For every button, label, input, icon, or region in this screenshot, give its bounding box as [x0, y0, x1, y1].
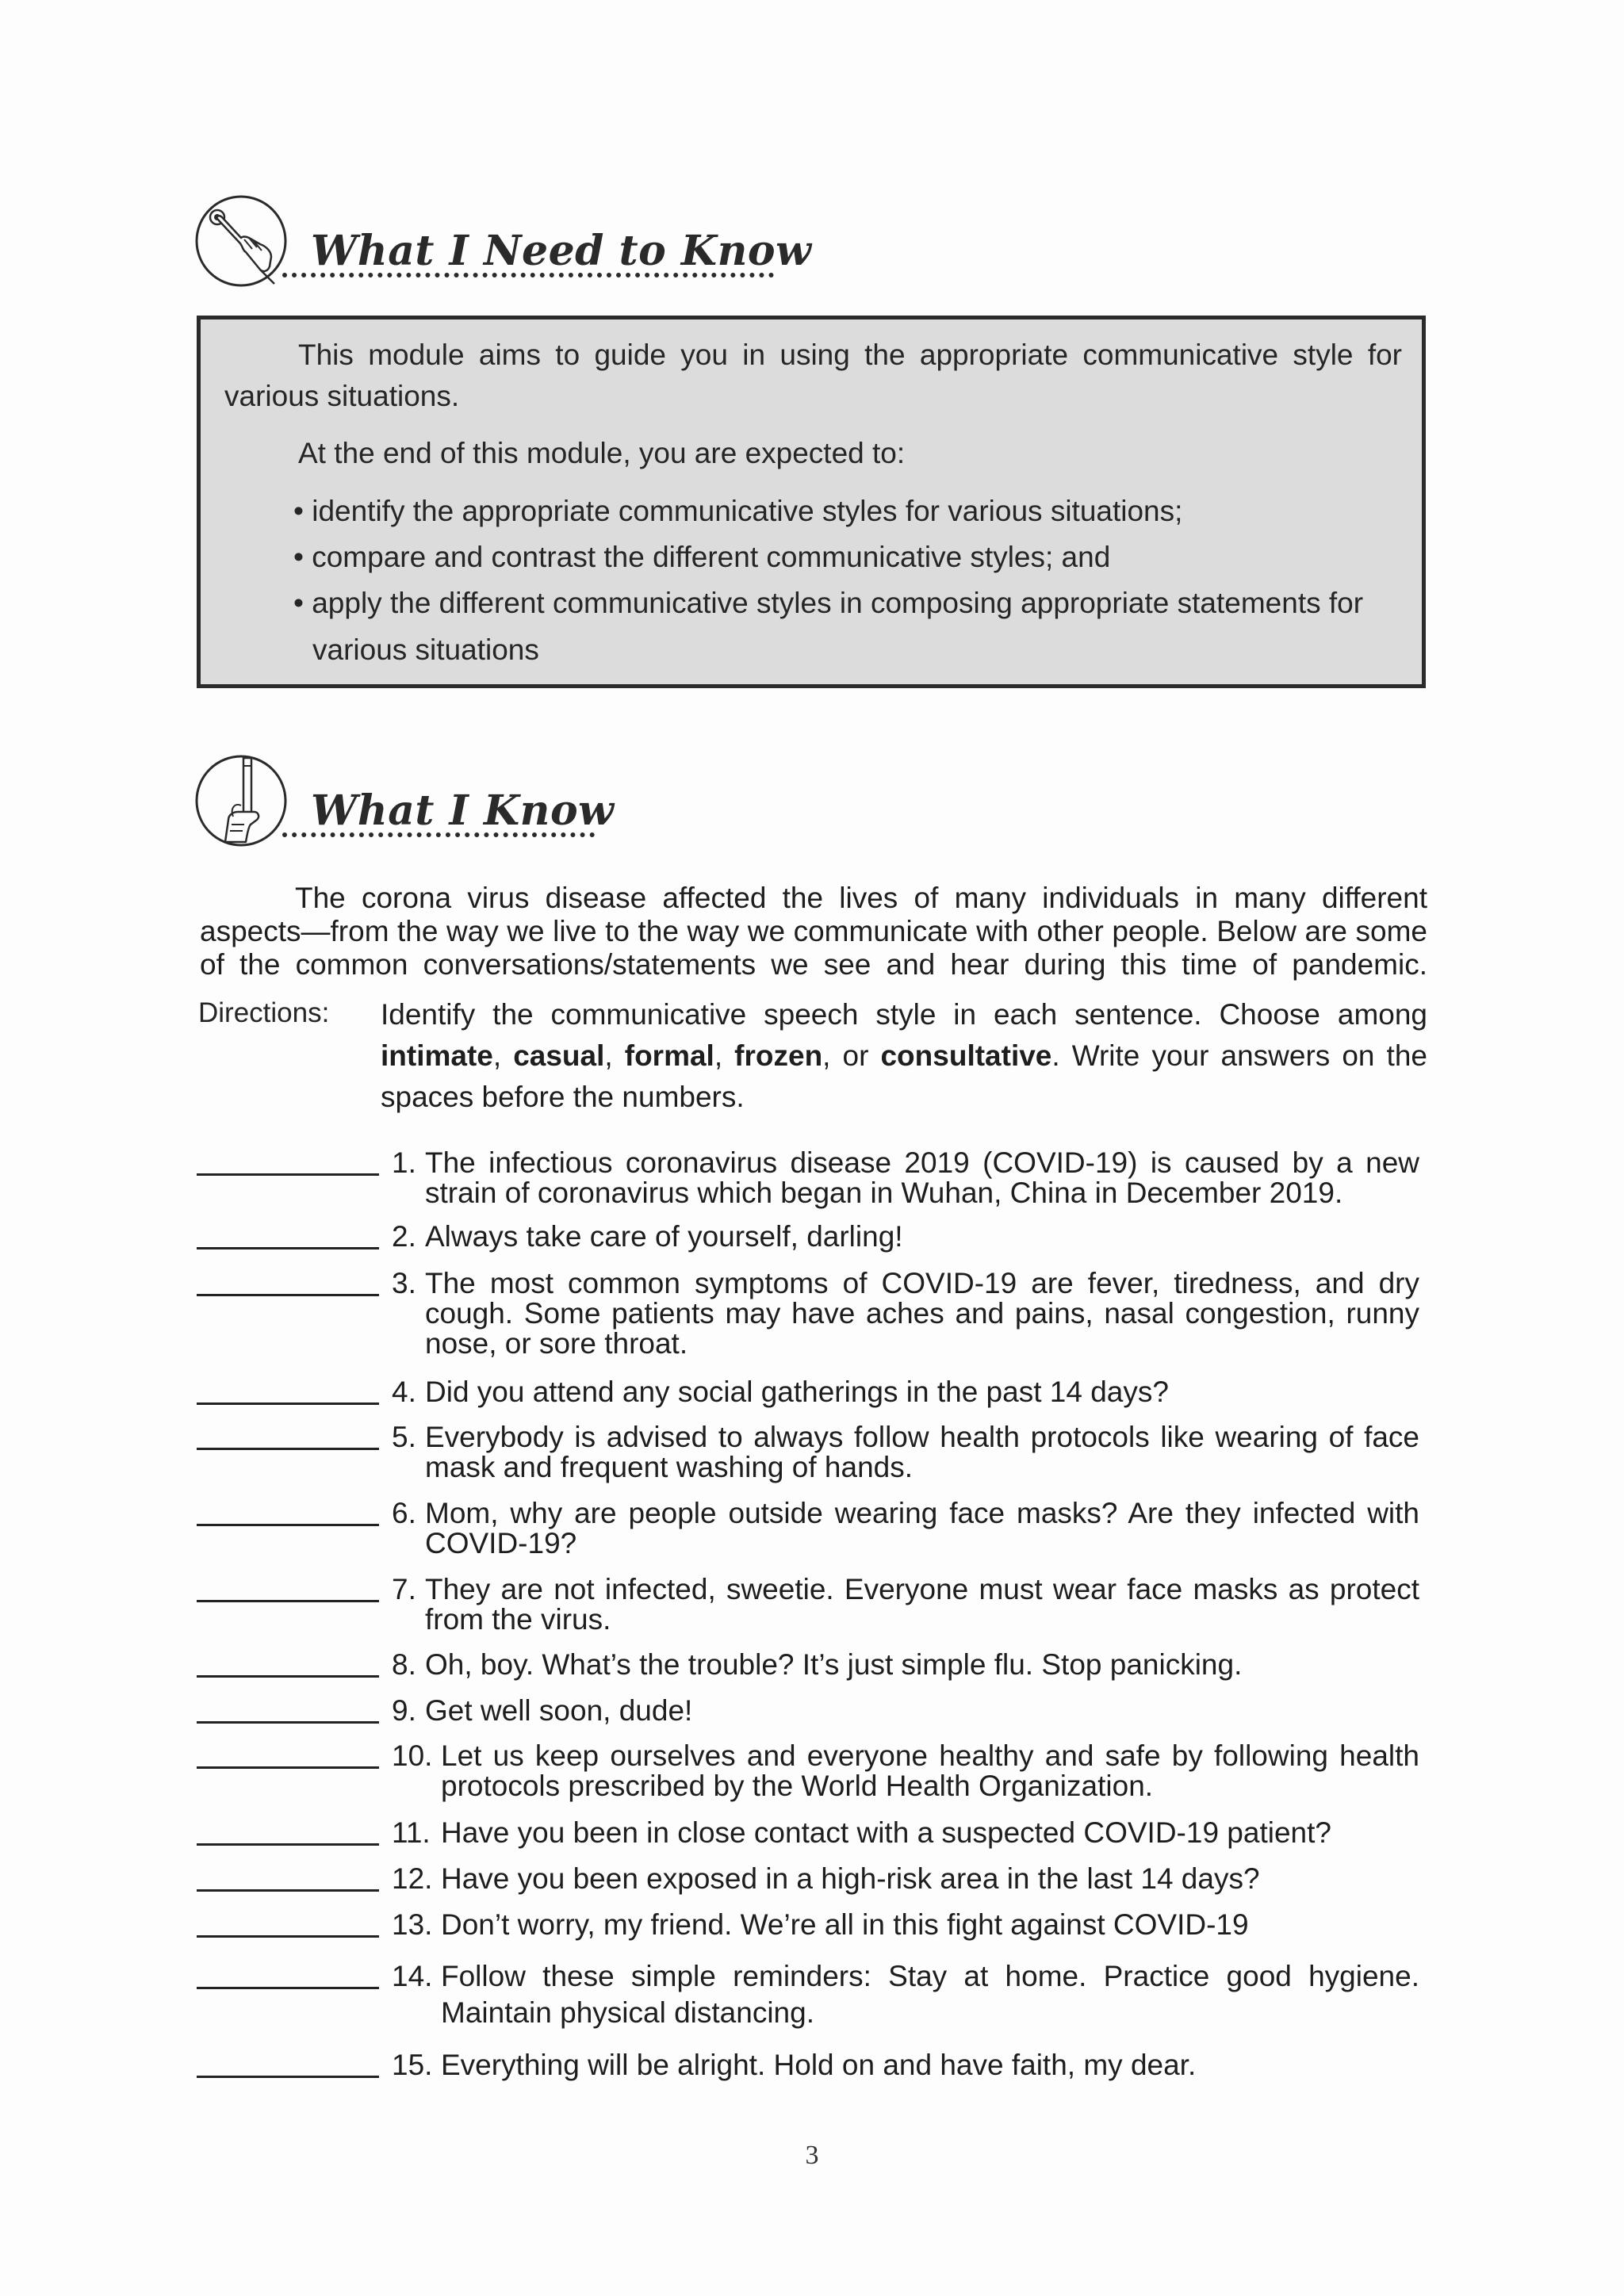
page-number: 3 — [805, 2141, 819, 2170]
question-text-line: Mom, why are people outside wearing face masks? Are they infected with — [425, 1497, 1419, 1529]
answer-blank[interactable] — [197, 1402, 379, 1405]
objectives-expected: At the end of this module, you are expected to: — [298, 437, 906, 469]
style-frozen: frozen — [734, 1039, 823, 1072]
intro-paragraph-line-1: The corona virus disease affected the lives of many individuals in many different — [295, 882, 1427, 914]
answer-blank[interactable] — [197, 1247, 379, 1249]
section-title-what-i-need-to-know: What I Need to Know — [311, 227, 812, 275]
answer-blank[interactable] — [197, 1600, 379, 1602]
question-number: 12. — [392, 1862, 433, 1895]
directions-line-3: spaces before the numbers. — [381, 1081, 745, 1113]
answer-blank[interactable] — [197, 1721, 379, 1724]
question-text-line: from the virus. — [425, 1603, 611, 1636]
question-number: 10. — [392, 1739, 433, 1772]
answer-blank[interactable] — [197, 1524, 379, 1526]
question-text-line: Have you been exposed in a high-risk area in the last 14 days? — [441, 1862, 1260, 1895]
question-text-line: Don’t worry, my friend. We’re all in this fight against COVID-19 — [441, 1908, 1249, 1941]
question-number: 1. — [392, 1146, 416, 1179]
question-text-line: Have you been in close contact with a suspected COVID-19 patient? — [441, 1816, 1331, 1849]
question-number: 14. — [392, 1960, 433, 1992]
question-text-line: Everything will be alright. Hold on and have faith, my dear. — [441, 2049, 1197, 2081]
title-dotted-underline-2 — [282, 832, 595, 837]
objective-bullet-1: • identify the appropriate communicative styles for various situations; — [293, 495, 1183, 527]
intro-paragraph-line-3: of the common conversations/statements we see and hear during this time of pandemic. — [200, 948, 1427, 981]
objective-bullet-3-cont: various situations — [312, 633, 539, 666]
question-text-line: They are not infected, sweetie. Everyone must wear face masks as protect — [425, 1573, 1419, 1605]
question-text-line: strain of coronavirus which began in Wuhan, China in December 2019. — [425, 1177, 1343, 1209]
style-formal: formal — [624, 1039, 714, 1072]
section-title-what-i-know: What I Know — [311, 786, 615, 835]
question-number: 13. — [392, 1908, 433, 1941]
question-number: 11. — [392, 1816, 431, 1849]
question-number: 5. — [392, 1421, 416, 1453]
style-intimate: intimate — [381, 1039, 493, 1072]
question-text-line: Did you attend any social gatherings in the past 14 days? — [425, 1376, 1169, 1408]
objectives-intro-line1: This module aims to guide you in using the appropriate communicative style for — [298, 339, 1402, 371]
question-number: 2. — [392, 1220, 416, 1253]
question-text-line: Let us keep ourselves and everyone healthy and safe by following health — [441, 1739, 1419, 1772]
question-number: 6. — [392, 1497, 416, 1529]
question-number: 15. — [392, 2049, 433, 2081]
answer-blank[interactable] — [197, 2076, 379, 2078]
answer-blank[interactable] — [197, 1448, 379, 1450]
answer-blank[interactable] — [197, 1675, 379, 1678]
question-number: 3. — [392, 1267, 416, 1299]
intro-paragraph-line-2: aspects—from the way we live to the way we communicate with other people. Below are some — [200, 915, 1427, 947]
style-consultative: consultative — [880, 1039, 1052, 1072]
question-text-line: Oh, boy. What’s the trouble? It’s just simple flu. Stop panicking. — [425, 1648, 1243, 1681]
question-text-line: mask and frequent washing of hands. — [425, 1451, 913, 1483]
objective-bullet-2: • compare and contrast the different communicative styles; and — [293, 541, 1111, 573]
question-text-line: COVID-19? — [425, 1527, 577, 1559]
title-dotted-underline — [282, 273, 774, 277]
objective-bullet-3: • apply the different communicative styles in composing appropriate statements for — [293, 587, 1364, 619]
question-number: 4. — [392, 1376, 416, 1408]
question-number: 9. — [392, 1694, 416, 1727]
question-text-line: Maintain physical distancing. — [441, 1996, 814, 2029]
answer-blank[interactable] — [197, 1294, 379, 1296]
answer-blank[interactable] — [197, 1935, 379, 1938]
question-text-line: nose, or sore throat. — [425, 1327, 688, 1360]
answer-blank[interactable] — [197, 1987, 379, 1989]
question-text-line: Get well soon, dude! — [425, 1694, 693, 1727]
question-number: 7. — [392, 1573, 416, 1605]
answer-blank[interactable] — [197, 1843, 379, 1846]
question-text-line: Always take care of yourself, darling! — [425, 1220, 903, 1253]
question-text-line: The infectious coronavirus disease 2019 (COVID-19) is caused by a new — [425, 1146, 1419, 1179]
question-text-line: Follow these simple reminders: Stay at home. Practice good hygiene. — [441, 1960, 1419, 1992]
hand-holding-pencil-icon — [193, 753, 289, 848]
style-casual: casual — [513, 1039, 605, 1072]
answer-blank[interactable] — [197, 1889, 379, 1892]
question-text-line: cough. Some patients may have aches and pains, nasal congestion, runny — [425, 1297, 1419, 1330]
answer-blank[interactable] — [197, 1766, 379, 1769]
directions-line-1: Identify the communicative speech style in each sentence. Choose among — [381, 998, 1427, 1031]
answer-blank[interactable] — [197, 1173, 379, 1176]
question-text-line: The most common symptoms of COVID-19 are fever, tiredness, and dry — [425, 1267, 1419, 1299]
hand-pointer-icon — [193, 193, 289, 289]
directions-label: Directions: — [198, 997, 330, 1028]
question-text-line: protocols prescribed by the World Health Organization. — [441, 1770, 1154, 1802]
directions-line-2: intimate, casual, formal, frozen, or consultative. Write your answers on the — [381, 1039, 1427, 1072]
question-text-line: Everybody is advised to always follow health protocols like wearing of face — [425, 1421, 1419, 1453]
objectives-intro-line2: various situations. — [224, 380, 460, 412]
question-number: 8. — [392, 1648, 416, 1681]
